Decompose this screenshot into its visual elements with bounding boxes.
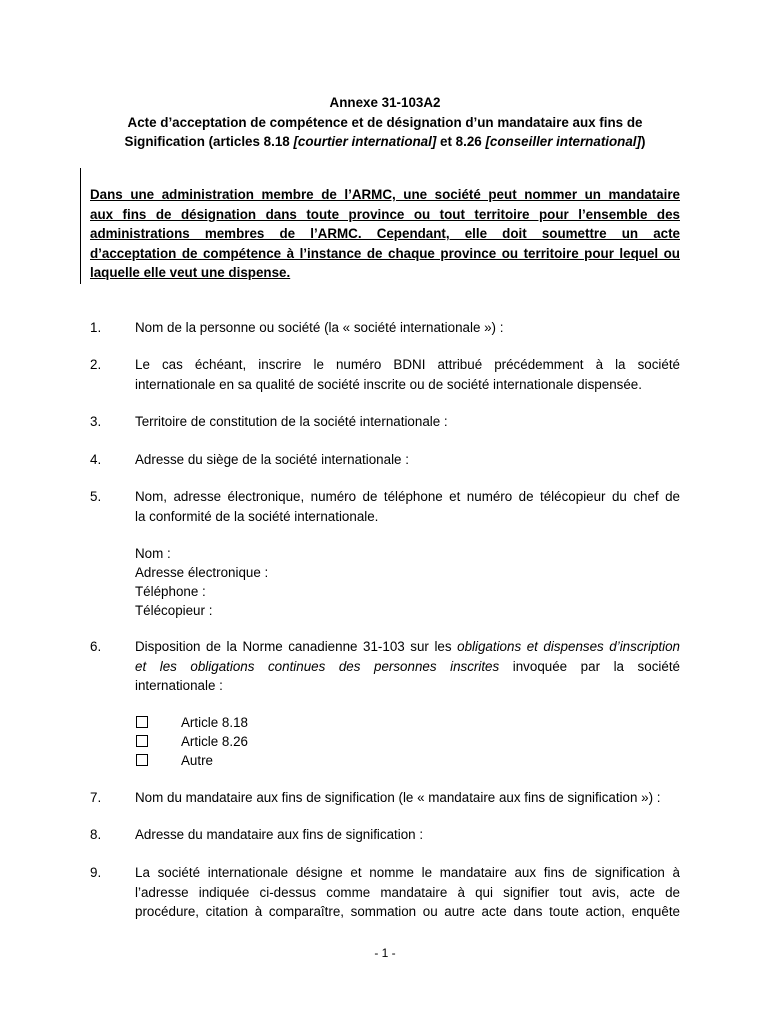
item-text: La société internationale désigne et nomme le mandataire aux fins de signification à	[135, 865, 680, 880]
item-text: procédure, citation à comparaître, sommation ou autre acte dans toute action, enquête	[135, 904, 680, 919]
notice-line: administrations membres de l’ARMC. Cependant, elle doit soumettre un acte	[90, 226, 680, 241]
notice-line: d’acceptation de compétence à l’instance de chaque province ou territoire pour lequel ou	[90, 245, 680, 261]
item-number: 1.	[90, 320, 102, 335]
item-text: Territoire de constitution de la société internationale :	[135, 414, 448, 429]
item-number: 6.	[90, 639, 102, 654]
checkbox-label: Article 8.26	[181, 734, 248, 749]
item-text: la conformité de la société internationale.	[135, 508, 379, 524]
item-text: Nom de la personne ou société (la « société internationale ») :	[135, 320, 504, 335]
armc-notice	[90, 185, 680, 283]
notice-line: aux fins de désignation dans toute province ou tout territoire pour l’ensemble des	[90, 206, 680, 222]
form-title-line-3: Signification (articles 8.18 [courtier international] et 8.26 [conseiller international])	[124, 134, 646, 149]
item-number: 2.	[90, 357, 102, 372]
item-number: 9.	[90, 865, 102, 880]
page-number: - 1 -	[374, 946, 396, 960]
checkbox-article-8-26[interactable]	[136, 735, 148, 747]
item-text: Le cas échéant, inscrire le numéro BDNI attribué précédemment à la société	[135, 357, 680, 372]
compliance-email-field: Adresse électronique :	[135, 565, 269, 580]
item-text: Nom du mandataire aux fins de signification (le « mandataire aux fins de signification ») :	[135, 790, 661, 805]
checkbox-label: Article 8.18	[181, 715, 248, 730]
compliance-phone-field: Téléphone :	[135, 584, 206, 599]
notice-line: laquelle elle veut une dispense.	[90, 265, 291, 280]
item-text: internationale :	[135, 678, 223, 693]
item-text: internationale en sa qualité de société inscrite ou de société internationale dispensée.	[135, 376, 642, 392]
checkbox-label: Autre	[181, 753, 214, 768]
item-text: et les obligations continues des personnes inscrites invoquée par la société	[135, 658, 680, 674]
item-text: Adresse du mandataire aux fins de signification :	[135, 827, 424, 842]
form-title-annex: Annexe 31-103A2	[329, 95, 441, 110]
form-title-line-2: Acte d’acceptation de compétence et de désignation d’un mandataire aux fins de	[127, 114, 643, 130]
item-number: 3.	[90, 414, 102, 429]
item-number: 5.	[90, 489, 102, 504]
compliance-officer-fields	[135, 544, 268, 620]
item-text: Adresse du siège de la société internationale :	[135, 452, 409, 467]
checkbox-other[interactable]	[136, 754, 148, 766]
item-number: 4.	[90, 452, 102, 467]
compliance-name-field: Nom :	[135, 546, 171, 561]
item-number: 8.	[90, 827, 102, 842]
revision-bar	[80, 168, 81, 284]
compliance-fax-field: Télécopieur :	[135, 603, 213, 618]
item-text: Disposition de la Norme canadienne 31-103 sur les obligations et dispenses d’inscription	[135, 639, 680, 654]
form-title	[90, 93, 680, 152]
checkbox-article-8-18[interactable]	[136, 716, 148, 728]
item-text: l’adresse indiquée ci-dessus comme mandataire à qui signifier tout avis, acte de	[135, 884, 680, 900]
item-text: Nom, adresse électronique, numéro de téléphone et numéro de télécopieur du chef de	[135, 489, 680, 504]
item-number: 7.	[90, 790, 102, 805]
notice-line: Dans une administration membre de l’ARMC, une société peut nommer un mandataire	[90, 187, 680, 202]
